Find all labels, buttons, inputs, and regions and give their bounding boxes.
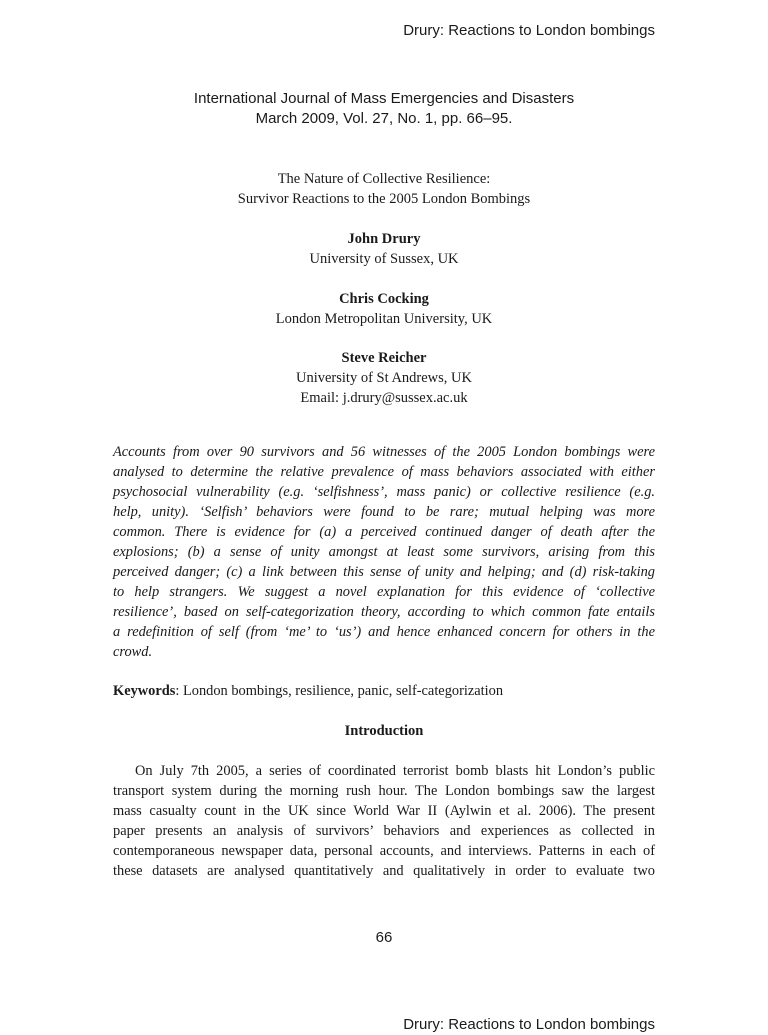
body-line: contemporaneous newspaper data, personal accounts, and interviews. Patterns in each of: [113, 843, 655, 859]
abstract-line: perceived danger; (c) a link between this sense of unity and helping; and (d) risk-taking: [113, 564, 655, 580]
author-affiliation: University of Sussex, UK: [309, 251, 459, 267]
abstract-line: help, unity). ‘Selfish’ behaviors were found to be rare; mutual helping was more: [113, 504, 655, 520]
abstract-line: a redefinition of self (from ‘me’ to ‘us’) and hence enhanced concern for others in the: [113, 624, 655, 640]
abstract-line: resilience’, based on self-categorization theory, according to which common fate entails: [113, 604, 655, 620]
abstract-line: Accounts from over 90 survivors and 56 witnesses of the 2005 London bombings were: [113, 444, 655, 460]
body-line: transport system during the morning rush hour. The London bombings saw the largest: [113, 783, 655, 799]
journal-citation: March 2009, Vol. 27, No. 1, pp. 66–95.: [255, 110, 513, 127]
body-line: mass casualty count in the UK since World War II (Aylwin et al. 2006). The present: [113, 803, 655, 819]
body-line: paper presents an analysis of survivors’ behaviors and experiences as collected in: [113, 823, 655, 839]
author-email: Email: j.drury@sussex.ac.uk: [300, 390, 468, 406]
section-heading-introduction: Introduction: [344, 723, 424, 739]
abstract: [113, 442, 655, 662]
abstract-line: to help strangers. We suggest a novel explanation for this evidence of ‘collective: [113, 584, 655, 600]
author-affiliation: London Metropolitan University, UK: [275, 311, 493, 327]
paper-title-line-2: Survivor Reactions to the 2005 London Bombings: [237, 191, 531, 207]
author-affiliation: University of St Andrews, UK: [295, 370, 472, 386]
journal-name: International Journal of Mass Emergencies and Disasters: [193, 90, 575, 107]
abstract-line: explosions; (b) a sense of unity amongst at least some survivors, arising from this: [113, 544, 655, 560]
keywords: [113, 681, 503, 701]
abstract-line: crowd.: [113, 644, 153, 660]
abstract-line: psychosocial vulnerability (e.g. ‘selfishness’, mass panic) or collective resilience (e.g.: [113, 484, 655, 500]
page-number: 66: [375, 929, 393, 946]
running-head-next-page: Drury: Reactions to London bombings: [403, 1016, 655, 1033]
running-head: Drury: Reactions to London bombings: [403, 22, 655, 39]
body-line: On July 7th 2005, a series of coordinated terrorist bomb blasts hit London’s public: [135, 763, 655, 779]
keywords-label: Keywords: [113, 683, 176, 699]
keywords-text: : London bombings, resilience, panic, self-categorization: [175, 683, 504, 699]
author-name: John Drury: [347, 231, 421, 247]
abstract-line: analysed to determine the relative prevalence of mass behaviors associated with either: [113, 464, 655, 480]
author-name: Chris Cocking: [339, 291, 429, 307]
introduction-body: [113, 761, 655, 881]
author-name: Steve Reicher: [341, 350, 427, 366]
body-line: these datasets are analysed quantitatively and qualitatively in order to evaluate two: [113, 863, 655, 879]
abstract-line: common. There is evidence for (a) a perceived continued danger of death after the: [113, 524, 655, 540]
paper-title-line-1: The Nature of Collective Resilience:: [277, 171, 491, 187]
